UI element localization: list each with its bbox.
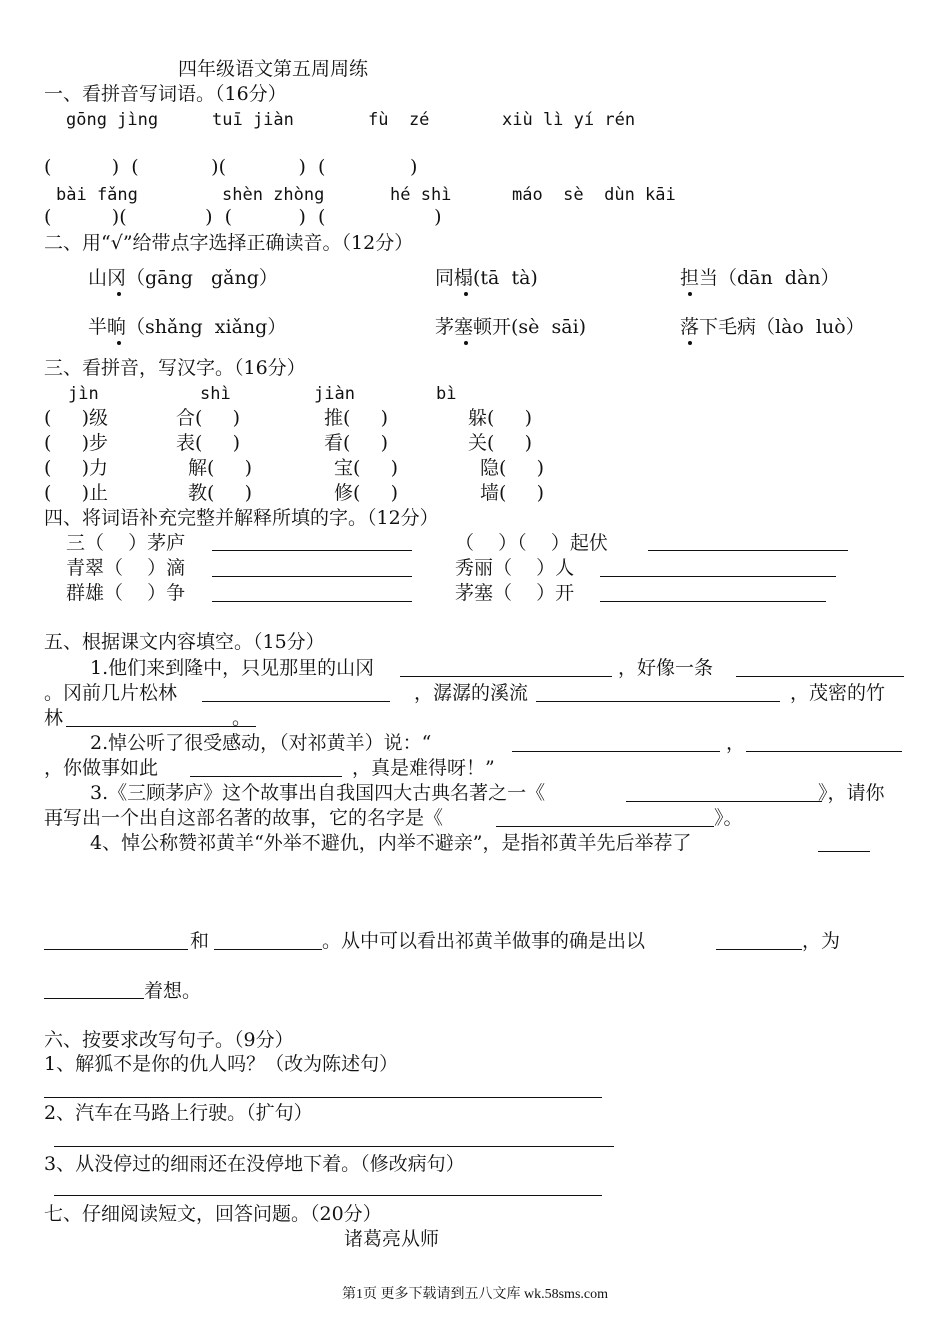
idiom-item[interactable]: 群雄（ ）争 xyxy=(66,582,186,604)
emphasis-dot xyxy=(688,341,692,345)
answer-line[interactable] xyxy=(716,949,802,950)
fill-char-item[interactable]: ( )力 xyxy=(44,457,109,479)
answer-line[interactable] xyxy=(600,601,826,602)
fill-char-item[interactable]: 关( ) xyxy=(468,432,533,454)
pinyin-item: xiù lì yí rén xyxy=(502,110,636,130)
answer-line[interactable] xyxy=(600,576,836,577)
idiom-item[interactable]: 秀丽（ ）人 xyxy=(455,557,575,579)
answer-line[interactable] xyxy=(54,1195,602,1196)
question-text: ，你做事如此 xyxy=(44,757,159,779)
fill-char-item[interactable]: 合( ) xyxy=(176,407,241,429)
fill-char-item[interactable]: 躲( ) xyxy=(468,407,533,429)
question-text: 再写出一个出自这部名著的故事，它的名字是《 xyxy=(44,807,444,829)
fill-char-item[interactable]: ( )级 xyxy=(44,407,109,429)
page-title: 四年级语文第五周周练 xyxy=(178,58,369,80)
question-text: ，潺潺的溪流 xyxy=(414,682,529,704)
emphasis-dot xyxy=(464,292,468,296)
page-footer: 第1页 更多下载请到五八文库 wk.58sms.com xyxy=(342,1287,608,1302)
fill-char-item[interactable]: 看( ) xyxy=(324,432,389,454)
pinyin-item: bì xyxy=(436,384,457,404)
fill-char-item[interactable]: 推( ) xyxy=(324,407,389,429)
idiom-item[interactable]: 青翠（ ）滴 xyxy=(66,557,186,579)
answer-line[interactable] xyxy=(66,726,256,727)
question-text: 。冈前几片松林 xyxy=(44,682,178,704)
question-text: 3、从没停过的细雨还在没停地下着。（修改病句） xyxy=(44,1153,465,1175)
answer-brackets-row[interactable]: ( )( ) ( ) ( ) xyxy=(44,206,442,228)
question-text: 1、解狐不是你的仇人吗？（改为陈述句） xyxy=(44,1053,399,1075)
answer-line[interactable] xyxy=(212,576,412,577)
pinyin-item: hé shì xyxy=(390,185,452,205)
fill-char-item[interactable]: 隐( ) xyxy=(480,457,545,479)
answer-line[interactable] xyxy=(746,751,902,752)
reading-choice-item[interactable]: 担当（dān dàn） xyxy=(680,267,840,289)
fill-char-item[interactable]: 墙( ) xyxy=(480,482,545,504)
question-text: ，茂密的竹 xyxy=(790,682,886,704)
fill-char-item[interactable]: 修( ) xyxy=(334,482,399,504)
pinyin-item: shì xyxy=(200,384,231,404)
answer-line[interactable] xyxy=(736,676,904,677)
answer-line[interactable] xyxy=(818,851,870,852)
question-text: 着想。 xyxy=(144,980,202,1002)
fill-char-item[interactable]: 宝( ) xyxy=(334,457,399,479)
pinyin-item: jiàn xyxy=(314,384,355,404)
answer-line[interactable] xyxy=(536,701,780,702)
section-7-heading: 七、仔细阅读短文，回答问题。（20分） xyxy=(44,1203,382,1225)
reading-choice-item[interactable]: 同榻(tā tà) xyxy=(435,267,538,289)
question-text: 》。 xyxy=(714,807,743,829)
section-3-heading: 三、看拼音，写汉字。（16分） xyxy=(44,357,306,379)
question-text: 2.悼公听了很受感动，（对祁黄羊）说：“ xyxy=(90,732,432,754)
question-text: 。 xyxy=(232,707,252,729)
passage-title: 诸葛亮从师 xyxy=(344,1228,440,1250)
answer-line[interactable] xyxy=(496,826,714,827)
answer-line[interactable] xyxy=(44,998,144,999)
answer-line[interactable] xyxy=(190,776,342,777)
fill-char-item[interactable]: 解( ) xyxy=(188,457,253,479)
reading-choice-item[interactable]: 山冈（gāng gǎng） xyxy=(88,267,278,289)
emphasis-dot xyxy=(688,292,692,296)
question-text: ，为 xyxy=(802,930,841,952)
idiom-item[interactable]: 三（ ）茅庐 xyxy=(66,532,186,554)
question-text: 1.他们来到隆中，只见那里的山冈 xyxy=(90,657,375,679)
section-6-heading: 六、按要求改写句子。（9分） xyxy=(44,1029,294,1051)
question-text: ， xyxy=(726,732,746,754)
section-4-heading: 四、将词语补充完整并解释所填的字。（12分） xyxy=(44,507,439,529)
section-5-heading: 五、根据课文内容填空。（15分） xyxy=(44,631,325,653)
answer-line[interactable] xyxy=(54,1146,614,1147)
answer-line[interactable] xyxy=(512,751,720,752)
question-text: 》，请你 xyxy=(818,782,885,804)
section-1-heading: 一、看拼音写词语。（16分） xyxy=(44,83,287,105)
question-text: 4、悼公称赞祁黄羊“外举不避仇，内举不避亲”，是指祁黄羊先后举荐了 xyxy=(90,832,692,854)
question-text: ，真是难得呀！” xyxy=(352,757,495,779)
fill-char-item[interactable]: 表( ) xyxy=(176,432,241,454)
fill-char-item[interactable]: ( )止 xyxy=(44,482,109,504)
emphasis-dot xyxy=(117,292,121,296)
answer-line[interactable] xyxy=(648,550,848,551)
reading-choice-item[interactable]: 落下毛病（lào luò） xyxy=(680,316,865,338)
question-text: ，好像一条 xyxy=(618,657,714,679)
fill-char-item[interactable]: 教( ) xyxy=(188,482,253,504)
question-text: 林 xyxy=(44,707,64,729)
answer-line[interactable] xyxy=(400,676,612,677)
emphasis-dot xyxy=(117,341,121,345)
fill-char-item[interactable]: ( )步 xyxy=(44,432,109,454)
answer-line[interactable] xyxy=(44,949,188,950)
answer-line[interactable] xyxy=(44,1097,602,1098)
question-text: 3.《三顾茅庐》这个故事出自我国四大古典名著之一《 xyxy=(90,782,546,804)
answer-line[interactable] xyxy=(212,550,412,551)
pinyin-item: tuī jiàn xyxy=(212,110,294,130)
answer-line[interactable] xyxy=(214,949,322,950)
section-2-heading: 二、用“√”给带点字选择正确读音。（12分） xyxy=(44,232,414,254)
answer-line[interactable] xyxy=(212,601,412,602)
reading-choice-item[interactable]: 茅塞顿开(sè sāi) xyxy=(435,316,587,338)
pinyin-item: bài fǎng xyxy=(56,185,138,205)
question-text: 和 xyxy=(190,930,210,952)
emphasis-dot xyxy=(464,341,468,345)
pinyin-item: jìn xyxy=(68,384,99,404)
pinyin-item: gōng jìng xyxy=(66,110,159,130)
question-text: 2、汽车在马路上行驶。（扩句） xyxy=(44,1102,313,1124)
pinyin-item: fù zé xyxy=(368,110,430,130)
pinyin-item: shèn zhòng xyxy=(222,185,325,205)
question-text: 。从中可以看出祁黄羊做事的确是出以 xyxy=(322,930,646,952)
answer-brackets-row[interactable]: ( ) ( )( ) ( ) xyxy=(44,156,418,178)
idiom-item[interactable]: （ ）（ ）起伏 xyxy=(455,532,608,554)
idiom-item[interactable]: 茅塞（ ）开 xyxy=(455,582,575,604)
answer-line[interactable] xyxy=(626,801,822,802)
answer-line[interactable] xyxy=(202,701,390,702)
pinyin-item: máo sè dùn kāi xyxy=(512,185,676,205)
reading-choice-item[interactable]: 半晌（shǎng xiǎng） xyxy=(88,316,287,338)
